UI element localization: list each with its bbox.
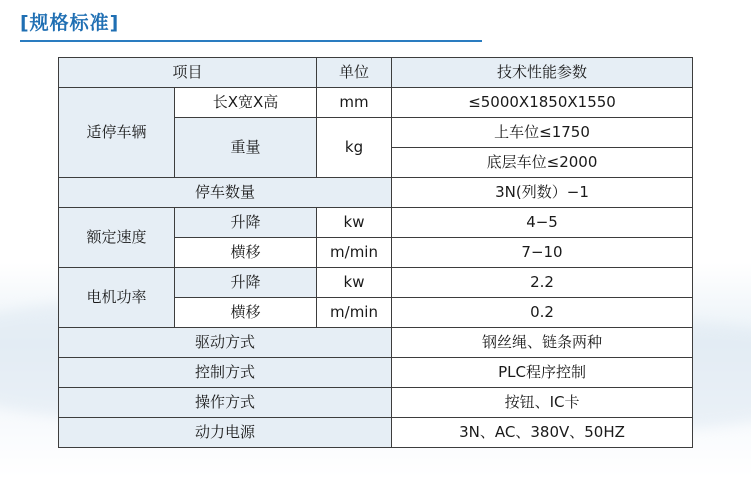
value-control: PLC程序控制 [392,358,693,388]
row-label-vehicle: 适停车辆 [59,88,175,178]
sub-label-power-lift: 升降 [175,268,317,298]
sub-label-size: 长X宽X高 [175,88,317,118]
value-count: 3N(列数）−1 [392,178,693,208]
unit-weight: kg [317,118,392,178]
table-row [59,328,693,358]
unit-speed-lift: kw [317,208,392,238]
unit-speed-traverse: m/min [317,238,392,268]
header-item: 项目 [59,58,317,88]
table-row [59,208,693,238]
value-power-lift: 2.2 [392,268,693,298]
value-weight-upper: 上车位≤1750 [392,118,693,148]
value-speed-lift: 4−5 [392,208,693,238]
sub-label-speed-traverse: 横移 [175,238,317,268]
sub-label-speed-lift: 升降 [175,208,317,238]
row-label-drive: 驱动方式 [59,328,392,358]
table-row [59,418,693,448]
sub-label-weight: 重量 [175,118,317,178]
row-label-operation: 操作方式 [59,388,392,418]
row-label-supply: 动力电源 [59,418,392,448]
row-label-speed: 额定速度 [59,208,175,268]
table-row [59,88,693,118]
table-row [59,178,693,208]
spec-table [58,57,693,448]
table-header-row [59,58,693,88]
header-param: 技术性能参数 [392,58,693,88]
value-speed-traverse: 7−10 [392,238,693,268]
unit-power-traverse: m/min [317,298,392,328]
sub-label-power-traverse: 横移 [175,298,317,328]
table-row [59,358,693,388]
header-unit: 单位 [317,58,392,88]
value-supply: 3N、AC、380V、50HZ [392,418,693,448]
row-label-control: 控制方式 [59,358,392,388]
value-size: ≤5000X1850X1550 [392,88,693,118]
value-weight-lower: 底层车位≤2000 [392,148,693,178]
table-row [59,268,693,298]
value-operation: 按钮、IC卡 [392,388,693,418]
heading-underline [20,40,482,42]
unit-size: mm [317,88,392,118]
section-heading: [规格标准] [20,12,120,34]
row-label-power: 电机功率 [59,268,175,328]
value-drive: 钢丝绳、链条两种 [392,328,693,358]
unit-power-lift: kw [317,268,392,298]
table-row [59,388,693,418]
row-label-count: 停车数量 [59,178,392,208]
value-power-traverse: 0.2 [392,298,693,328]
